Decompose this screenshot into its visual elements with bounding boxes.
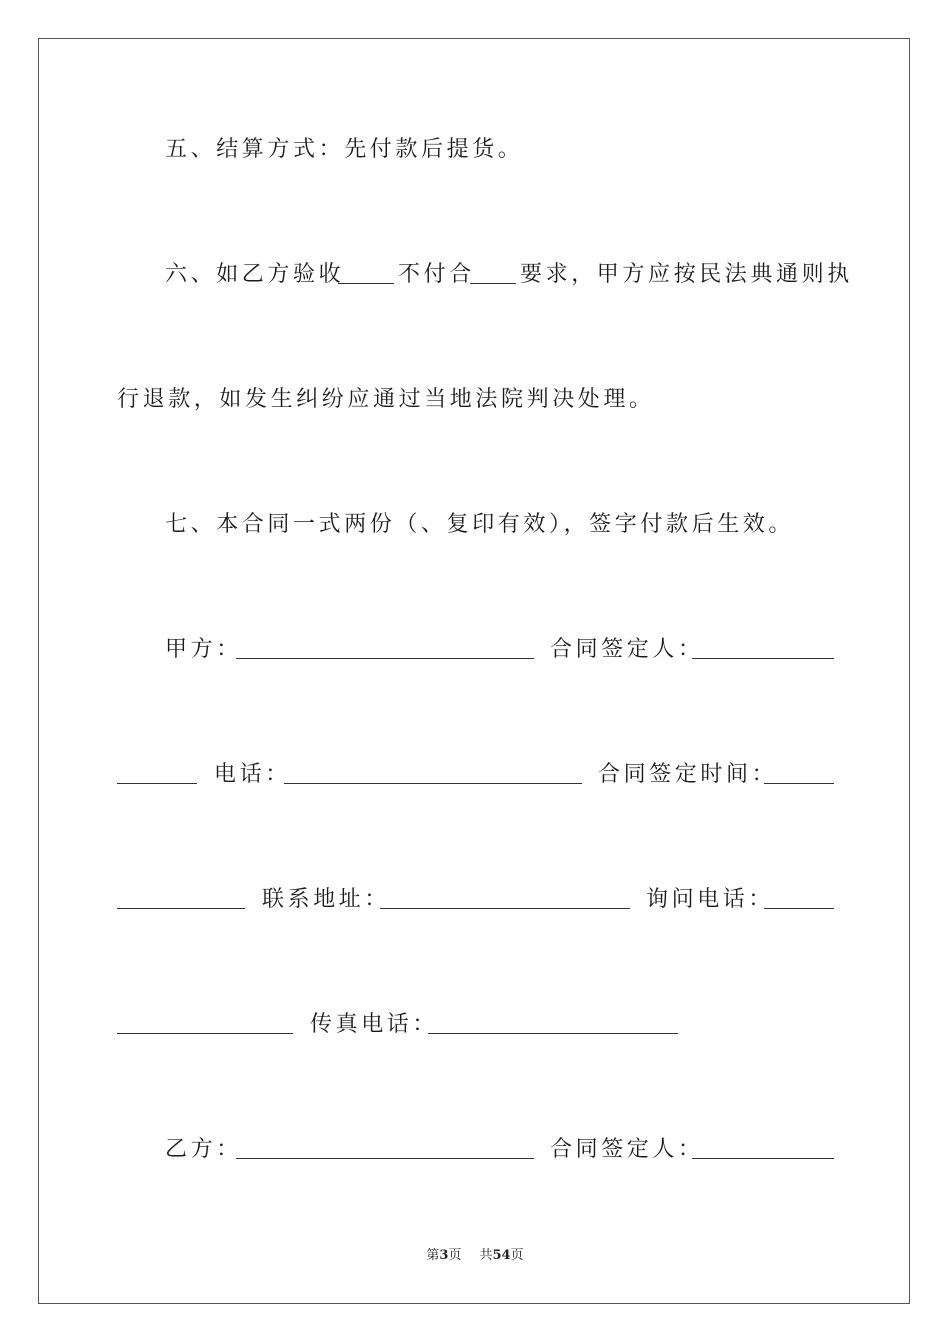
party-a-phone-label: 电话： xyxy=(214,762,291,787)
clause-7 xyxy=(0,505,950,545)
party-b-signer-label: 合同签定人： xyxy=(550,1137,704,1162)
page-footer xyxy=(0,1246,950,1266)
clause-6-cont-text: 行退款，如发生纠纷应通过当地法院判决处理。 xyxy=(117,387,655,412)
footer-total-prefix: 共 xyxy=(479,1248,493,1263)
party-a-inquiry-phone-field-cont[interactable] xyxy=(117,1033,293,1034)
clause-6-suffix: 要求，甲方应按民法典通则执 xyxy=(520,262,853,287)
footer-page-current: 3 xyxy=(439,1248,449,1263)
blank-requirement xyxy=(470,283,516,284)
party-b-name-field[interactable] xyxy=(236,1158,534,1159)
footer-page-total: 54 xyxy=(492,1248,511,1263)
party-a-fax-label: 传真电话： xyxy=(310,1012,439,1037)
clause-5-text: 五、结算方式：先付款后提货。 xyxy=(165,137,524,162)
party-a-label: 甲方： xyxy=(165,637,242,662)
party-a-fax-field[interactable] xyxy=(428,1033,678,1034)
party-a-signer-field[interactable] xyxy=(692,658,834,659)
party-a-row-3 xyxy=(0,880,950,920)
clause-6 xyxy=(0,255,950,295)
party-a-row-1 xyxy=(0,630,950,670)
party-a-row-2 xyxy=(0,755,950,795)
party-a-row-4 xyxy=(0,1005,950,1045)
party-a-sign-time-field-cont[interactable] xyxy=(117,908,245,909)
clause-6-continued xyxy=(0,380,950,420)
party-a-sign-time-field[interactable] xyxy=(764,783,834,784)
clause-6-prefix: 六、如乙方验收 xyxy=(165,262,345,287)
party-b-label: 乙方： xyxy=(165,1137,242,1162)
clause-6-mid: 不付合 xyxy=(398,262,475,287)
party-a-inquiry-phone-label: 询问电话： xyxy=(646,887,775,912)
clause-7-text: 七、本合同一式两份（、复印有效），签字付款后生效。 xyxy=(165,512,795,537)
clause-5 xyxy=(0,130,950,170)
party-a-inquiry-phone-field[interactable] xyxy=(764,908,834,909)
footer-total-suffix: 页 xyxy=(510,1248,524,1263)
party-a-sign-time-label: 合同签定时间： xyxy=(598,762,778,787)
party-a-name-field[interactable] xyxy=(236,658,534,659)
party-a-signer-field-cont[interactable] xyxy=(117,783,197,784)
blank-acceptance xyxy=(338,283,394,284)
party-a-signer-label: 合同签定人： xyxy=(550,637,704,662)
footer-page-mid: 页 xyxy=(448,1248,462,1263)
party-a-address-field[interactable] xyxy=(380,908,630,909)
party-a-address-label: 联系地址： xyxy=(262,887,391,912)
page-border xyxy=(38,38,910,1304)
footer-page-prefix: 第 xyxy=(426,1248,440,1263)
party-a-phone-field[interactable] xyxy=(284,783,582,784)
party-b-signer-field[interactable] xyxy=(692,1158,834,1159)
party-b-row-1 xyxy=(0,1130,950,1170)
